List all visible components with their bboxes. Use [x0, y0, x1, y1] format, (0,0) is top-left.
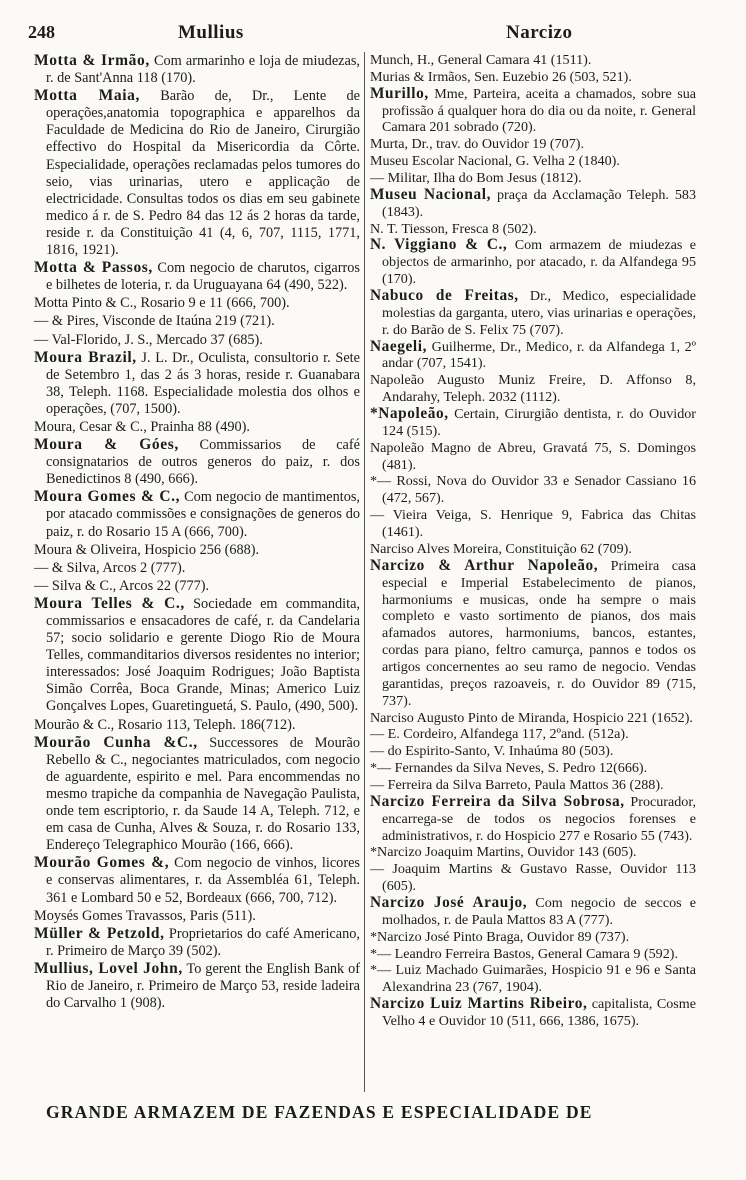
- directory-entry: [370, 288, 696, 339]
- entry-name: N. Viggiano & C.,: [370, 236, 508, 254]
- entry-text: Narciso Alves Moreira, Constituição 62 (709).: [370, 540, 632, 557]
- entry-text: Primeira casa especial e Imperial Estabelecimento de pianos, harmoniums e musicas, onde ha sempre o mais completo e vasto sortimento de pianos, dos mais afamados autores, harmoniums, bancos, estantes, cordas para piano, feltro camurça, pannos e todos os artigos concernentes ao seu ramo de negocio. Vendas garantidas, preços razoaveis, r. do Ouvidor 89 (715, 737).: [382, 557, 696, 709]
- entry-name: Moura & Góes,: [34, 436, 179, 454]
- directory-entry: [34, 331, 360, 349]
- entry-text: Sociedade em commandita, commissarios e ensacadores de café, r. da Candelaria 57; socio solidario e gerente Diogo Rio de Moura Telles, commanditarios diversos residentes no interior; interessados: José Joaquim Rodrigues; João Baptista Simão Corrêa, Boca Grande, Minas; Americo Luiz Gonçalves Lopes, Guaretinguetá, S. Paulo, (490, 500).: [46, 595, 361, 715]
- entry-name: Mullius, Lovel John,: [34, 959, 183, 977]
- entry-text: Motta Pinto & C., Rosario 9 e 11 (666, 700).: [34, 295, 290, 312]
- entry-name: Moura Gomes & C.,: [34, 488, 181, 506]
- directory-entry: [370, 962, 696, 996]
- entry-text: *— Rossi, Nova do Ouvidor 33 e Senador Cassiano 16 (472, 567).: [370, 473, 696, 507]
- entry-text: Murias & Irmãos, Sen. Euzebio 26 (503, 521).: [370, 68, 632, 85]
- entry-text: Proprietarios do café Americano, r. Primeiro de Março 39 (502).: [46, 925, 360, 959]
- entry-text: Barão de, Dr., Lente de operações,anatomia topographica e apparelhos da Faculdade de Medicina do Rio de Janeiro, Cirurgião effectivo do Hospital da Misericordia da Côrte. Especialidade, operações reclamadas pelos tumores do seio, vias urinarias, utero e applicação de electricidade. Consultas todos os dias em seu gabinete medico á r. de S. Pedro 84 das 12 ás 2 horas da tarde, reside r. da Constituição 41 (4, 6, 707, 1115, 1771, 1816, 1921).: [46, 88, 360, 259]
- entry-text: *— Luiz Machado Guimarães, Hospicio 91 e 96 e Santa Alexandrina 23 (767, 1904).: [370, 962, 696, 996]
- entry-text: Guilherme, Dr., Medico, r. da Alfandega 1, 2º andar (707, 1541).: [382, 338, 696, 372]
- entry-text: — Vieira Veiga, S. Henrique 9, Fabrica das Chitas (1461).: [370, 507, 696, 541]
- directory-entry: [370, 187, 696, 221]
- entry-text: Com negocio de charutos, cigarros e bilhetes de loteria, r. da Uruguayana 64 (490, 522).: [46, 260, 360, 294]
- entry-text: N. T. Tiesson, Fresca 8 (502).: [370, 220, 537, 237]
- entry-name: Museu Nacional,: [370, 185, 492, 203]
- entry-text: J. L. Dr., Oculista, consultorio r. Sete de Setembro 1, das 2 ás 3 horas, reside r. Guanabara 38, Teleph. 1168. Especialidade molestia dos olhos e operações, (707, 1500).: [46, 349, 360, 417]
- entry-text: praça da Acclamação Teleph. 583 (1843).: [382, 186, 696, 220]
- entry-text: — Militar, Ilha do Bom Jesus (1812).: [370, 170, 582, 187]
- entry-name: Moura Brazil,: [34, 348, 137, 366]
- directory-entry: [370, 372, 696, 406]
- entry-text: — Silva & C., Arcos 22 (777).: [34, 577, 210, 594]
- directory-entry: [370, 777, 696, 794]
- directory-entry: [34, 907, 360, 925]
- directory-entry: [370, 52, 696, 69]
- directory-entry: [34, 716, 360, 734]
- entry-name: Motta & Passos,: [34, 259, 153, 277]
- entry-text: Certain, Cirurgião dentista, r. do Ouvidor 124 (515).: [382, 406, 696, 439]
- directory-entry: [34, 259, 360, 294]
- entry-name: Narcizo & Arthur Napoleão,: [370, 556, 599, 574]
- page-footer-advert: GRANDE ARMAZEM DE FAZENDAS E ESPECIALIDADE DE: [46, 1102, 593, 1122]
- entry-text: Com negocio de vinhos, licores e conservas alimentares, r. da Assembléa 61, Teleph. 361 e Lombard 50 e 52, Bordeaux (666, 700, 712).: [46, 855, 361, 906]
- entry-text: Narciso Augusto Pinto de Miranda, Hospicio 221 (1652).: [370, 709, 693, 726]
- entry-text: *— Leandro Ferreira Bastos, General Camara 9 (592).: [370, 945, 678, 962]
- directory-entry: [370, 86, 696, 137]
- entry-text: Moura, Cesar & C., Prainha 88 (490).: [34, 418, 251, 435]
- entry-text: Com armarinho e loja de miudezas, r. de Sant'Anna 118 (170).: [46, 53, 360, 87]
- entry-name: Müller & Petzold,: [34, 924, 165, 942]
- left-running-head: Mullius: [178, 22, 244, 43]
- page-number: 248: [28, 22, 55, 42]
- entry-text: — E. Cordeiro, Alfandega 117, 2ºand. (512a).: [370, 726, 629, 743]
- directory-entry: [370, 743, 696, 760]
- entry-name: Narcizo Luiz Martins Ribeiro,: [370, 995, 588, 1013]
- directory-entry: [34, 418, 360, 436]
- entry-text: To gerent the English Bank of Rio de Janeiro, r. Primeiro de Março 53, reside ladeira do Carvalho 1 (908).: [46, 960, 360, 1012]
- entry-text: Moysés Gomes Travassos, Paris (511).: [34, 907, 256, 924]
- entry-text: Com negocio de mantimentos, por atacado commissões e consignações de generos do paiz, r. do Rosario 15 A (666, 700).: [46, 489, 360, 540]
- directory-entry: [34, 349, 360, 418]
- column-divider: [364, 52, 365, 1092]
- entry-text: *Narcizo José Pinto Braga, Ouvidor 89 (737).: [370, 928, 630, 945]
- entry-text: *— Fernandes da Silva Neves, S. Pedro 12(666).: [370, 760, 648, 777]
- directory-entry: [370, 507, 696, 541]
- entry-text: — & Pires, Visconde de Itaúna 219 (721).: [34, 313, 275, 330]
- directory-entry: [370, 946, 696, 963]
- entry-name: *Napoleão,: [370, 405, 449, 423]
- entry-text: Napoleão Augusto Muniz Freire, D. Affonso 8, Andarahy, Teleph. 2032 (1112).: [370, 372, 696, 406]
- directory-entry: [370, 339, 696, 373]
- directory-entry: [34, 854, 360, 906]
- directory-entry: [370, 136, 696, 153]
- entry-text: Napoleão Magno de Abreu, Gravatá 75, S. Domingos (481).: [370, 439, 696, 473]
- directory-entry: [370, 170, 696, 187]
- directory-entry: [34, 925, 360, 960]
- entry-name: Mourão Gomes &,: [34, 854, 170, 872]
- directory-entry: [370, 710, 696, 727]
- directory-entry: [34, 559, 360, 577]
- directory-entry: [34, 595, 360, 716]
- entry-text: capitalista, Cosme Velho 4 e Ouvidor 10 (511, 666, 1386, 1675).: [382, 996, 696, 1029]
- directory-entry: [370, 861, 696, 895]
- directory-entry: [370, 473, 696, 507]
- directory-entry: [370, 558, 696, 710]
- entry-text: Moura & Oliveira, Hospicio 256 (688).: [34, 541, 260, 558]
- entry-name: Narcizo José Araujo,: [370, 893, 528, 911]
- entry-name: Mourão Cunha &C.,: [34, 733, 198, 751]
- directory-entry: [370, 153, 696, 170]
- entry-text: Mme, Parteira, aceita a chamados, sobre sua profissão á qualquer hora do dia ou da noite, r. General Camara 201 sobrado (720).: [382, 85, 696, 136]
- entry-text: — do Espirito-Santo, V. Inhaúma 80 (503).: [370, 743, 614, 760]
- directory-entry: [370, 237, 696, 288]
- entry-text: — Ferreira da Silva Barreto, Paula Mattos 36 (288).: [370, 776, 664, 793]
- entry-name: Motta & Irmão,: [34, 52, 150, 69]
- directory-entry: [370, 794, 696, 845]
- directory-entry: [34, 541, 360, 559]
- entry-text: — Val-Florido, J. S., Mercado 37 (685).: [34, 331, 263, 348]
- entry-name: Naegeli,: [370, 337, 428, 355]
- directory-entry: [370, 440, 696, 474]
- directory-entry: [34, 87, 360, 259]
- entry-text: Com armazem de miudezas e objectos de armarinho, por atacado, r. da Alfandega 95 (170).: [382, 237, 696, 288]
- directory-entry: [370, 541, 696, 558]
- right-column: [370, 52, 696, 1030]
- directory-entry: [370, 221, 696, 238]
- directory-entry: [370, 929, 696, 946]
- entry-name: Narcizo Ferreira da Silva Sobrosa,: [370, 792, 625, 810]
- directory-entry: [370, 760, 696, 777]
- entry-text: Mourão & C., Rosario 113, Teleph. 186(712).: [34, 716, 296, 733]
- entry-name: Moura Telles & C.,: [34, 594, 185, 612]
- directory-entry: [370, 726, 696, 743]
- right-running-head: Narcizo: [506, 22, 573, 43]
- left-column: [34, 52, 360, 1012]
- entry-text: Successores de Mourão Rebello & C., negociantes matriculados, com negocio de aguardente, espirito e mel. Para encommendas no mesmo trapiche da companhia de Navegação Paulista, onde tem escriptorio, r. da Saude 14 A, Teleph. 712, e em casa de Cunha, Alves & Souza, r. do Rosario 133, Endereço Telegraphico Mourão (166, 666).: [46, 734, 360, 854]
- directory-entry: [34, 52, 360, 87]
- directory-entry: [34, 960, 360, 1012]
- page-header: [28, 22, 708, 48]
- entry-name: Murillo,: [370, 84, 429, 102]
- directory-entry: [34, 577, 360, 595]
- entry-name: Nabuco de Freitas,: [370, 287, 519, 305]
- entry-text: Com negocio de seccos e molhados, r. de Paula Mattos 83 A (777).: [382, 894, 697, 928]
- directory-entry: [370, 69, 696, 86]
- entry-text: Munch, H., General Camara 41 (1511).: [370, 52, 592, 68]
- entry-text: — Joaquim Martins & Gustavo Rasse, Ouvidor 113 (605).: [370, 861, 696, 895]
- entry-text: Commissarios de café consignatarios de outros generos do paiz, r. dos Benedictinos 8 (490, 666).: [46, 437, 360, 488]
- directory-entry: [370, 996, 696, 1030]
- entry-text: Procurador, encarrega-se de todos os negocios forenses e administrativos, r. do Hospicio 277 e Rosario 55 (743).: [382, 793, 696, 844]
- directory-entry: [34, 734, 360, 855]
- directory-entry: [34, 294, 360, 312]
- directory-entry: [370, 895, 696, 929]
- entry-text: Museu Escolar Nacional, G. Velha 2 (1840).: [370, 153, 620, 170]
- entry-name: Motta Maia,: [34, 87, 140, 105]
- directory-entry: [34, 312, 360, 330]
- directory-entry: [34, 488, 360, 540]
- entry-text: Murta, Dr., trav. do Ouvidor 19 (707).: [370, 136, 584, 153]
- entry-text: Dr., Medico, especialidade molestias da garganta, utero, vias urinarias e operações, r. do Barão de S. Felix 75 (707).: [382, 288, 696, 338]
- entry-text: *Narcizo Joaquim Martins, Ouvidor 143 (605).: [370, 844, 637, 861]
- directory-entry: [34, 436, 360, 488]
- directory-entry: [370, 844, 696, 861]
- entry-text: — & Silva, Arcos 2 (777).: [34, 559, 186, 576]
- directory-entry: [370, 406, 696, 440]
